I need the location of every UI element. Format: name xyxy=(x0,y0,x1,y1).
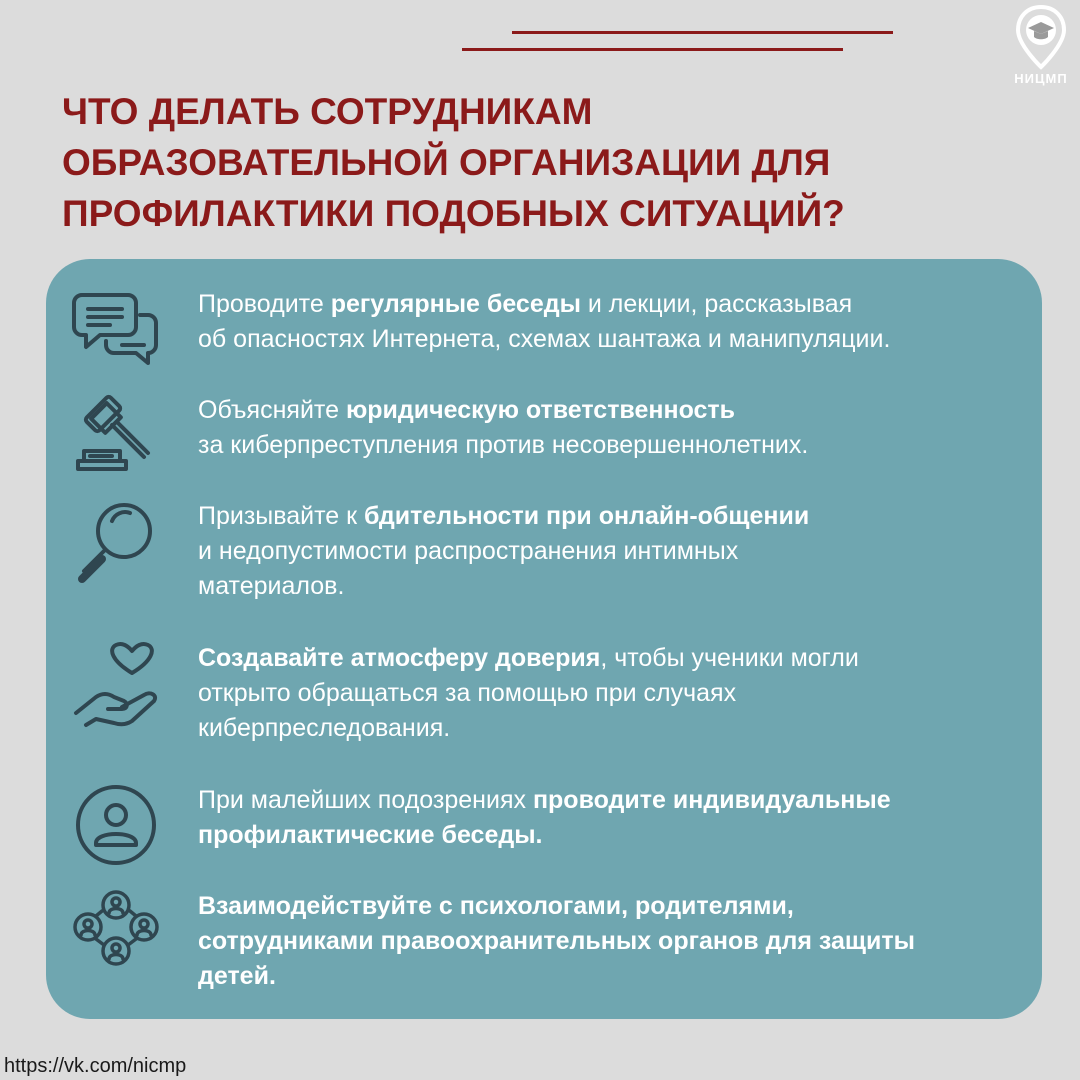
item-text-plain: При малейших подозрениях xyxy=(198,786,533,814)
item-text-plain: за киберпреступления против несовершеннолетних. xyxy=(198,431,809,459)
people-network-icon xyxy=(72,889,162,979)
item-text-plain: открыто обращаться за помощью при случаях xyxy=(198,679,737,707)
advice-card xyxy=(46,259,1042,1019)
item-text-bold: детей. xyxy=(198,962,276,990)
logo xyxy=(1003,5,1079,91)
graduation-cap-pin-icon xyxy=(1015,5,1067,71)
heart-hand-icon xyxy=(72,641,162,731)
footer-link[interactable]: https://vk.com/nicmp xyxy=(4,1055,187,1077)
item-text-plain: и лекции, рассказывая xyxy=(580,290,853,318)
title-line: ПРОФИЛАКТИКИ ПОДОБНЫХ СИТУАЦИЙ? xyxy=(62,193,845,234)
item-text-plain: , чтобы ученики могли xyxy=(600,644,859,672)
logo-text: НИЦМП xyxy=(1014,71,1068,86)
item-text-bold: сотрудниками правоохранительных органов для защиты xyxy=(198,927,915,955)
decorative-line-top xyxy=(512,31,893,34)
item-text-bold: проводите индивидуальные xyxy=(532,786,891,814)
page-title xyxy=(62,86,942,239)
item-text-plain: и недопустимости распространения интимных xyxy=(198,537,739,565)
item-text-plain: киберпреследования. xyxy=(198,714,451,742)
item-text-plain: Объясняйте xyxy=(198,396,346,424)
chat-bubbles-icon xyxy=(72,287,162,377)
person-circle-icon xyxy=(72,783,162,873)
magnifier-icon xyxy=(72,499,162,589)
item-text-plain: Проводите xyxy=(198,290,331,318)
title-line: ОБРАЗОВАТЕЛЬНОЙ ОРГАНИЗАЦИИ ДЛЯ xyxy=(62,142,831,183)
gavel-icon xyxy=(72,393,162,483)
item-text-bold: бдительности при онлайн-общении xyxy=(364,502,810,530)
title-line: ЧТО ДЕЛАТЬ СОТРУДНИКАМ xyxy=(62,91,593,132)
item-text-plain: об опасностях Интернета, схемах шантажа и манипуляции. xyxy=(198,325,891,353)
item-text-bold: юридическую ответственность xyxy=(345,396,736,424)
item-text-bold: Создавайте атмосферу доверия xyxy=(198,644,601,672)
decorative-line-bottom xyxy=(462,48,843,51)
item-text-plain: материалов. xyxy=(198,572,345,600)
item-text-bold: регулярные беседы xyxy=(330,290,581,318)
item-text-bold: Взаимодействуйте с психологами, родителями, xyxy=(198,892,794,920)
item-text-plain: Призывайте к xyxy=(198,502,365,530)
item-text-bold: профилактические беседы. xyxy=(198,821,543,849)
